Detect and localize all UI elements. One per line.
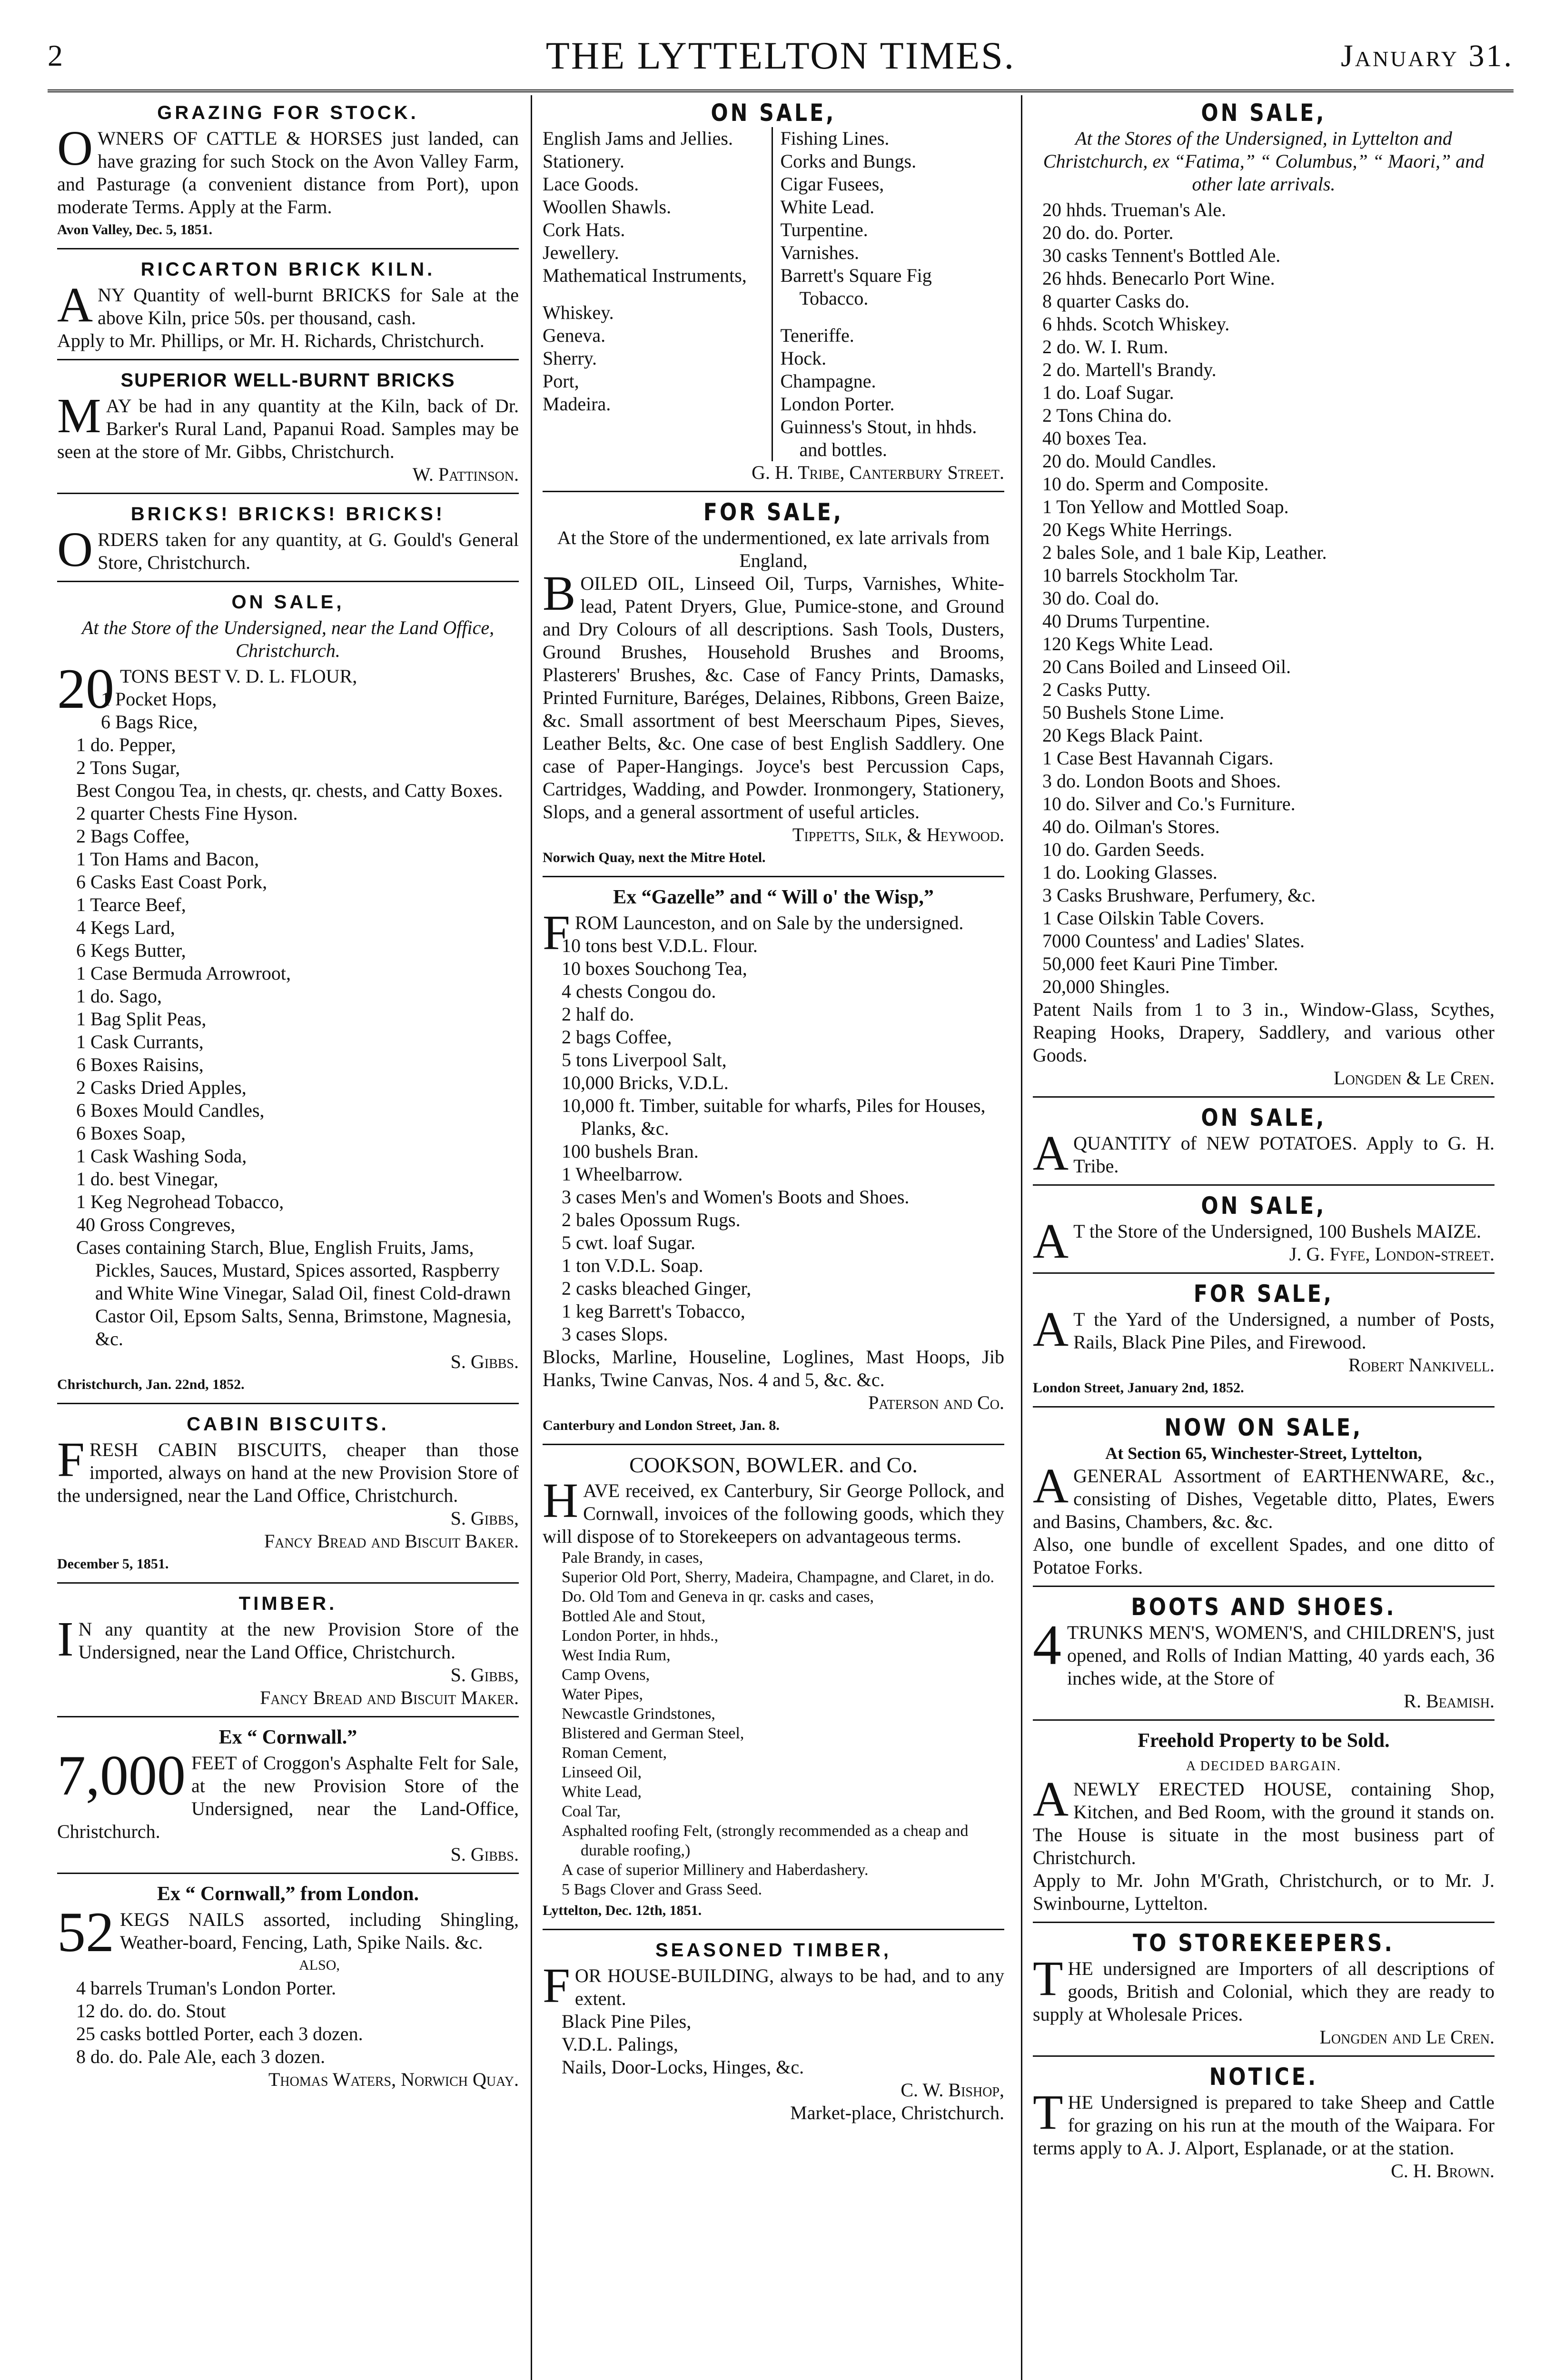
ad-signature: Thomas Waters, Norwich Quay. [268,2069,519,2090]
ad-heading: ON SALE, [711,99,836,127]
list-item: 8 quarter Casks do. [1042,290,1189,312]
ad-subhead: At Section 65, Winchester-Street, Lyttelton, [1105,1444,1422,1463]
list-item: 5 Bags Clover and Grass Seed. [562,1881,762,1898]
ad-gazelle [543,882,1004,1445]
drop-cap: H [543,1473,579,1528]
drop-cap: M [57,388,101,443]
list-item: 40 Gross Congreves, [76,1214,236,1235]
ad-tail: Patent Nails from 1 to 3 in., Window-Glass, Scythes, Reaping Hooks, Drapery, Saddlery, and various other Goods. [1033,999,1495,1066]
ad-signature: J. G. Fyfe, London-street. [1289,1243,1495,1265]
list-item: 2 quarter Chests Fine Hyson. [76,803,298,824]
list-item: 20 do. do. Porter. [1042,222,1174,243]
ad-dateline: London Street, January 2nd, 1852. [1033,1380,1244,1396]
list-item: Linseed Oil, [562,1764,642,1781]
list-item: 20 Kegs White Herrings. [1042,519,1233,540]
drop-cap: F [543,905,570,960]
list-item: Superior Old Port, Sherry, Madeira, Champagne, and Claret, in do. [562,1568,994,1586]
list-item: Nails, Door-Locks, Hinges, &c. [562,2056,804,2078]
list-item: Teneriffe. [780,325,854,346]
ad-subhead: At the Store of the undermentioned, ex late arrivals from England, [557,527,990,571]
list-item: Coal Tar, [562,1803,621,1820]
list-item: Camp Ovens, [562,1666,650,1684]
list-item: Jewellery. [543,242,619,263]
list-item: 1 Ton Yellow and Mottled Soap. [1042,496,1289,517]
drop-cap: T [1033,2085,1063,2140]
ad-body [57,121,519,218]
list-item: 1 do. best Vinegar, [76,1168,218,1190]
ad-text: T the Store of the Undersigned, 100 Bushels MAIZE. [1073,1220,1482,1242]
list-item: 3 cases Men's and Women's Boots and Shoes. [562,1186,910,1208]
goods-list [543,2010,1004,2079]
ad-signature: Tippetts, Silk, & Heywood. [792,824,1004,845]
drop-number: 4 [1033,1613,1061,1676]
list-item: Geneva. [543,325,606,346]
list-item: 30 do. Coal do. [1042,587,1159,609]
ad-on-sale-tribe [543,98,1004,492]
list-item: 120 Kegs White Lead. [1042,633,1214,654]
ad-signature: S. Gibbs, [450,1507,519,1529]
ad-text: HE Undersigned is prepared to take Sheep and Cattle for grazing on his run at the mouth of the Waipara. For terms apply to A. J. Alport, Esplanade, or at the station. [1033,2092,1495,2159]
list-item: 6 Boxes Raisins, [76,1054,204,1075]
list-item: 4 chests Congou do. [562,981,716,1002]
ad-signature: Fancy Bread and Biscuit Maker. [260,1687,519,1708]
list-item: 25 casks bottled Porter, each 3 dozen. [76,2023,363,2044]
issue-date: January 31. [1341,39,1514,73]
list-item: Water Pipes, [562,1686,643,1703]
ad-signature: Longden and Le Cren. [1319,2026,1495,2048]
ad-subhead: At the Stores of the Undersigned, in Lyttelton and Christchurch, ex “Fatima,” “ Columbus,” “ Maori,” and other late arrivals. [1043,128,1485,195]
list-item: 12 do. do. do. Stout [76,2000,226,2022]
list-item: Guinness's Stout, in hhds. and bottles. [780,416,977,460]
list-item: 26 hhds. Benecarlo Port Wine. [1042,268,1275,289]
list-item: Do. Old Tom and Geneva in qr. casks and cases, [562,1588,874,1606]
ad-also: Also, one bundle of excellent Spades, and one ditto of Potatoe Forks. [1033,1534,1495,1578]
ad-heading: TO STOREKEEPERS. [1133,1929,1395,1957]
ad-signature: Robert Nankivell. [1348,1354,1495,1376]
ad-dateline: Avon Valley, Dec. 5, 1851. [57,222,213,238]
list-item: Asphalted roofing Felt, (strongly recommended as a cheap and durable roofing,) [562,1822,969,1859]
ad-heading: BOOTS AND SHOES. [1131,1593,1396,1621]
list-item: Whiskey. [543,302,614,323]
list-item: 10,000 Bricks, V.D.L. [562,1072,729,1093]
ad-text: ROM Launceston, and on Sale by the undersigned. [574,912,964,933]
list-item: 1 Tearce Beef, [76,894,186,915]
header-rule [48,89,1514,92]
ad-heading: ON SALE, [1201,1104,1326,1131]
list-item: Blistered and German Steel, [562,1725,744,1742]
ad-tail: Blocks, Marline, Houseline, Loglines, Mast Hoops, Jib Hanks, Twine Canvas, Nos. 4 and 5, &c. &c. [543,1346,1004,1390]
ad-body [57,388,519,463]
goods-list [57,1977,519,2068]
list-item: Bottled Ale and Stout, [562,1607,706,1625]
ad-heading: Ex “ Cornwall.” [218,1726,357,1748]
column-1 [57,98,519,2380]
goods-list [543,1548,1004,1899]
goods-right [773,127,1005,461]
ad-signature: Paterson and Co. [868,1392,1004,1413]
ad-dateline: Canterbury and London Street, Jan. 8. [543,1418,780,1433]
ad-cookson-bowler [543,1450,1004,1930]
drop-cap: A [1033,1458,1069,1513]
page-header [48,29,1514,81]
list-item: 6 Casks East Coast Pork, [76,871,267,892]
list-item: 2 do. W. I. Rum. [1042,336,1168,357]
list-item: 20 Kegs Black Paint. [1042,724,1203,746]
ad-text: FEET of Croggon's Asphalte Felt for Sale, at the new Provision Store of the Undersigned, near the Land-Office, Christchurch. [57,1752,519,1842]
ad-posts [1033,1279,1495,1408]
list-item: 20,000 Shingles. [1042,976,1170,997]
list-item: 1 do. Looking Glasses. [1042,862,1217,883]
ad-heading: SEASONED TIMBER, [655,1940,892,1961]
ad-dateline: Christchurch, Jan. 22nd, 1852. [57,1377,245,1392]
list-item: 1 Bag Split Peas, [76,1008,207,1030]
list-item: 2 casks bleached Ginger, [562,1278,752,1299]
ad-heading: CABIN BISCUITS. [187,1414,389,1435]
ad-apply: Apply to Mr. John M'Grath, Christchurch, or to Mr. J. Swinbourne, Lyttelton. [1033,1870,1495,1914]
ad-notice [1033,2062,1495,2189]
list-item: 2 half do. [562,1003,634,1025]
ad-dateline: December 5, 1851. [57,1556,169,1572]
list-item: 4 Kegs Lard, [76,917,175,938]
list-item: Turpentine. [780,219,868,240]
ad-body [57,1432,519,1507]
ad-text: RDERS taken for any quantity, at G. Gould's General Store, Christchurch. [98,529,519,573]
ad-text: HE undersigned are Importers of all descriptions of goods, British and Colonial, which they are ready to supply at Wholesale Prices. [1033,1958,1495,2025]
ad-signature: W. Pattinson. [412,464,519,485]
list-item: 2 bales Sole, and 1 bale Kip, Leather. [1042,542,1327,563]
ad-text: AVE received, ex Canterbury, Sir George Pollock, and Cornwall, invoices of the following goods, which they will dispose of to Storekeepers on advantageous terms. [543,1480,1004,1547]
ad-heading: Ex “ Cornwall,” from London. [157,1883,419,1905]
drop-number: 7,000 [57,1744,186,1807]
list-item: 7000 Countess' and Ladies' Slates. [1042,930,1305,952]
list-item: A case of superior Millinery and Haberdashery. [562,1861,869,1879]
ad-earthenware [1033,1412,1495,1587]
list-item: Cases containing Starch, Blue, English Fruits, Jams, Pickles, Sauces, Mustard, Spices assorted, Raspberry and White Wine Vinegar, Salad Oil, finest Cold-drawn Castor Oil, Epsom Salts, Senna, Brimstone, Magnesia, &c. [76,1237,512,1349]
ad-heading: GRAZING FOR STOCK. [157,102,419,123]
list-item: 1 Cask Currants, [76,1031,204,1052]
ad-cabin-biscuits [57,1409,519,1584]
list-item: 1 do. Sago, [76,985,162,1007]
page-number: 2 [48,39,63,72]
ad-heading: NOW ON SALE, [1164,1414,1363,1441]
ad-heading: ON SALE, [1201,1192,1326,1220]
list-item: 2 bags Coffee, [562,1026,672,1048]
list-item: English Jams and Jellies. [543,128,733,149]
drop-cap: B [543,566,576,621]
list-item: 6 Boxes Mould Candles, [76,1100,265,1121]
ad-body [1033,1951,1495,2026]
ad-signature: C. W. Bishop, [901,2079,1004,2101]
column-2 [543,98,1004,2380]
ad-text: WNERS OF CATTLE & HORSES just landed, can have grazing for such Stock on the Avon Valley Farm, and Pasturage (a convenient distance from Port), upon moderate Terms. Apply at the Farm. [57,128,519,218]
list-item: V.D.L. Palings, [562,2033,678,2055]
ad-on-sale-gibbs [57,587,519,1404]
list-item: Stationery. [543,150,624,172]
list-item: 20 hhds. Trueman's Ale. [1042,199,1227,220]
ad-body [543,1473,1004,1548]
list-item: White Lead. [780,196,875,218]
list-item: Barrett's Square Fig Tobacco. [780,265,932,309]
ad-for-sale-tippetts [543,497,1004,877]
ad-text: AY be had in any quantity at the Kiln, back of Dr. Barker's Rural Land, Papanui Road. Samples may be seen at the store of Mr. Gibbs, Christchurch. [57,395,519,462]
ad-body [543,566,1004,823]
list-item: 1 Case Bermuda Arrowroot, [76,962,291,984]
drop-cap: A [1033,1302,1069,1357]
list-item: 2 Casks Dried Apples, [76,1077,247,1098]
list-item: Madeira. [543,393,611,415]
drop-cap: A [1033,1126,1069,1180]
drop-cap: A [1033,1214,1069,1269]
drop-cap: F [543,1958,570,2013]
list-item: 10,000 ft. Timber, suitable for wharfs, Piles for Houses, Planks, &c. [562,1095,986,1139]
list-item: 5 tons Liverpool Salt, [562,1049,727,1071]
goods-list [57,688,519,1350]
ad-body [1033,2085,1495,2160]
list-item: 10 do. Garden Seeds. [1042,839,1205,860]
ad-heading: Freehold Property to be Sold. [1138,1730,1390,1752]
ad-body [1033,1126,1495,1180]
list-item: 40 do. Oilman's Stores. [1042,816,1220,837]
ad-heading: SUPERIOR WELL-BURNT BRICKS [120,370,455,391]
list-item: Port, [543,370,579,392]
list-item: 2 do. Martell's Brandy. [1042,359,1217,380]
list-item: Newcastle Grindstones, [562,1705,715,1723]
ad-heading: FOR SALE, [1193,1280,1334,1308]
ad-body [57,278,519,332]
ad-cornwall-felt [57,1722,519,1874]
ad-heading: RICCARTON BRICK KILN. [140,259,435,280]
ad-lead: TONS BEST V. D. L. FLOUR, [120,665,357,687]
ad-body [1033,1302,1495,1357]
list-item: 6 Kegs Butter, [76,940,186,961]
ad-heading: NOTICE. [1209,2063,1318,2091]
ad-text: N any quantity at the new Provision Store of the Undersigned, near the Land Office, Christchurch. [78,1618,519,1663]
list-item: Roman Cement, [562,1744,667,1762]
list-item: 10 do. Sperm and Composite. [1042,473,1269,495]
ad-body [57,1744,519,1843]
list-item: London Porter. [780,393,895,415]
ad-subhead: A DECIDED BARGAIN. [1186,1759,1342,1774]
ad-body [57,1900,519,1964]
ad-signature: Longden & Le Cren. [1334,1067,1495,1089]
drop-cap: A [1033,1772,1069,1826]
ad-cornwall-nails [57,1879,519,2098]
list-item: 1 keg Barrett's Tobacco, [562,1300,745,1322]
masthead-title: THE LYTTELTON TIMES. [545,34,1016,77]
list-item: Corks and Bungs. [780,150,917,172]
list-item: 1 Wheelbarrow. [562,1163,683,1185]
list-item: 6 Bags Rice, [101,711,198,733]
list-item: 6 hhds. Scotch Whiskey. [1042,313,1230,335]
list-item: 10 boxes Souchong Tea, [562,958,747,979]
list-item: 6 Boxes Soap, [76,1122,186,1144]
ad-heading: TIMBER. [238,1593,337,1614]
list-item: 40 Drums Turpentine. [1042,610,1210,632]
list-item: West India Rum, [562,1646,671,1664]
list-item: 1 Cask Washing Soda, [76,1145,247,1167]
list-item: Mathematical Instruments, [543,265,747,286]
ad-timber [57,1588,519,1717]
ad-potatoes [1033,1102,1495,1186]
drop-cap: F [57,1432,85,1487]
list-item: Cigar Fusees, [780,173,884,195]
list-item: Cork Hats. [543,219,625,240]
list-item: 100 bushels Bran. [562,1140,699,1162]
ad-text: QUANTITY of NEW POTATOES. Apply to G. H. Tribe. [1073,1132,1495,1177]
list-item: 1 ton V.D.L. Soap. [562,1255,703,1276]
ad-heading: FOR SALE, [703,498,844,526]
drop-cap: T [1033,1951,1063,2006]
ad-storekeepers [1033,1928,1495,2057]
drop-cap: I [57,1612,74,1666]
list-item: 2 Tons Sugar, [76,757,180,778]
column-3 [1033,98,1495,2380]
list-item: 1 Case Best Havannah Cigars. [1042,747,1274,769]
list-item: Woollen Shawls. [543,196,672,218]
list-item: 2 Casks Putty. [1042,679,1151,700]
ad-also: ALSO, [299,1957,340,1973]
ad-text: OR HOUSE-BUILDING, always to be had, and to any extent. [574,1965,1004,2009]
ad-apply: Apply to Mr. Phillips, or Mr. H. Richards, Christchurch. [57,330,485,351]
list-item: 1 do. Pepper, [76,734,176,755]
ad-text: GENERAL Assortment of EARTHENWARE, &c., consisting of Dishes, Vegetable ditto, Plates, Ewers and Basins, Chambers, &c. &c. [1033,1465,1495,1532]
ad-body [57,522,519,577]
goods-list [543,934,1004,1346]
ad-dateline: Lyttelton, Dec. 12th, 1851. [543,1903,702,1918]
list-item: 1 Keg Negrohead Tobacco, [76,1191,284,1212]
ad-text: KEGS NAILS assorted, including Shingling, Weather-board, Fencing, Lath, Spike Nails. &c. [120,1909,519,1953]
ad-on-sale-longden [1033,98,1495,1098]
list-item: 2 Bags Coffee, [76,825,190,847]
ad-body [543,1958,1004,2013]
list-item: 3 Casks Brushware, Perfumery, &c. [1042,884,1316,906]
list-item: 10 tons best V.D.L. Flour. [562,935,758,956]
ad-signature: S. Gibbs, [450,1664,519,1686]
column-divider [1021,95,1022,2380]
ad-text: NEWLY ERECTED HOUSE, containing Shop, Kitchen, and Bed Room, with the ground it stands on. The House is situate in the most business part of Christchurch. [1033,1778,1495,1868]
ad-heading: BRICKS! BRICKS! BRICKS! [130,504,445,525]
list-item: 2 bales Opossum Rugs. [562,1209,741,1230]
ad-boots-shoes [1033,1592,1495,1721]
ad-body [1033,1613,1495,1690]
ad-signature: S. Gibbs. [450,1351,519,1372]
ad-body [1033,1458,1495,1533]
ad-signature: Market-place, Christchurch. [790,2102,1004,2123]
ad-signature: C. H. Brown. [1391,2160,1495,2182]
ad-grazing [57,98,519,249]
ad-heading: ON SALE, [1201,99,1326,127]
ad-body [1033,1772,1495,1869]
ad-freehold [1033,1726,1495,1923]
list-item: 2 Tons China do. [1042,405,1172,426]
list-item: 3 cases Slops. [562,1323,668,1345]
ad-body [57,1612,519,1666]
ad-heading: COOKSON, BOWLER. and Co. [629,1453,918,1477]
list-item: 5 cwt. loaf Sugar. [562,1232,696,1253]
ad-text: TRUNKS MEN'S, WOMEN'S, and CHILDREN'S, just opened, and Rolls of Indian Matting, 40 yards each, 36 inches wide, at the Store of [1067,1622,1495,1689]
list-item: 1 Ton Hams and Bacon, [76,848,259,870]
list-item: 1 Case Oilskin Table Covers. [1042,907,1265,929]
list-item: 50 Bushels Stone Lime. [1042,702,1225,723]
list-item: Fishing Lines. [780,128,890,149]
list-item: Champagne. [780,370,876,392]
drop-number: 52 [57,1900,114,1964]
goods-left [543,127,773,461]
ad-brick-kiln [57,254,519,360]
list-item: 1 Pocket Hops, [101,688,217,710]
ad-bricks [57,499,519,582]
goods-list [1033,198,1495,998]
list-item: Hock. [780,347,827,369]
ad-subhead: At the Store of the Undersigned, near the Land Office, Christchurch. [81,617,495,661]
ad-dateline: Norwich Quay, next the Mitre Hotel. [543,850,766,865]
goods-two-column [543,127,1004,461]
list-item: 3 do. London Boots and Shoes. [1042,770,1281,792]
list-item: 4 barrels Truman's London Porter. [76,1977,337,1999]
ad-signature: R. Beamish. [1404,1690,1495,1712]
ad-text: T the Yard of the Undersigned, a number of Posts, Rails, Black Pine Piles, and Firewood. [1073,1309,1495,1353]
ad-signature: G. H. Tribe, Canterbury Street. [752,462,1004,483]
ad-signature: Fancy Bread and Biscuit Baker. [264,1530,519,1552]
ad-text: RESH CABIN BISCUITS, cheaper than those imported, always on hand at the new Provision Store of the undersigned, near the Land Office, Christchurch. [57,1439,519,1506]
list-item: 1 do. Loaf Sugar. [1042,382,1174,403]
list-item: 10 barrels Stockholm Tar. [1042,565,1238,586]
list-item: 10 do. Silver and Co.'s Furniture. [1042,793,1296,814]
list-item: Varnishes. [780,242,860,263]
drop-number: 20 [57,657,114,720]
list-item: Sherry. [543,347,597,369]
list-item: 50,000 feet Kauri Pine Timber. [1042,953,1278,974]
column-divider [531,95,532,2380]
list-item: London Porter, in hhds., [562,1627,719,1645]
ad-heading: ON SALE, [231,592,345,613]
ad-text: NY Quantity of well-burnt BRICKS for Sale at the above Kiln, price 50s. per thousand, cash. [98,284,519,328]
list-item: 20 Cans Boiled and Linseed Oil. [1042,656,1291,677]
list-item: 40 boxes Tea. [1042,427,1147,449]
ad-signature: S. Gibbs. [450,1844,519,1865]
list-item: Black Pine Piles, [562,2011,692,2032]
drop-cap: O [57,522,93,577]
list-item: 30 casks Tennent's Bottled Ale. [1042,245,1281,266]
ad-text: OILED OIL, Linseed Oil, Turps, Varnishes, White-lead, Patent Dryers, Glue, Pumice-stone, and Ground and Dry Colours of all descriptions. Sash Tools, Dusters, Ground Brushes, Household Brushes and Brooms, Plasterers' Brushes, &c. Case of Fancy Prints, Damasks, Printed Furniture, Baréges, Delaines, Ribbons, Green Baize, &c. Small assortment of best Meerschaum Pipes, Sieves, Leather Belts, &c. One case of best English Saddlery. One case of Paper-Hangings. Joyce's best Percussion Caps, Cartridges, Wadding, and Powder. Ironmongery, Stationery, Slops, and a general assortment of useful articles. [543,573,1004,823]
list-item: 20 do. Mould Candles. [1042,450,1217,472]
ad-superior-bricks [57,365,519,494]
ad-maize [1033,1190,1495,1274]
drop-cap: O [57,121,93,176]
drop-cap: A [57,278,93,332]
list-item: White Lead, [562,1783,642,1801]
list-item: Best Congou Tea, in chests, qr. chests, and Catty Boxes. [76,780,503,801]
ad-heading: Ex “Gazelle” and “ Will o' the Wisp,” [613,886,934,908]
list-item: 8 do. do. Pale Ale, each 3 dozen. [76,2046,326,2067]
list-item: Pale Brandy, in cases, [562,1549,703,1567]
list-item: Lace Goods. [543,173,639,195]
ad-seasoned-timber [543,1935,1004,2131]
